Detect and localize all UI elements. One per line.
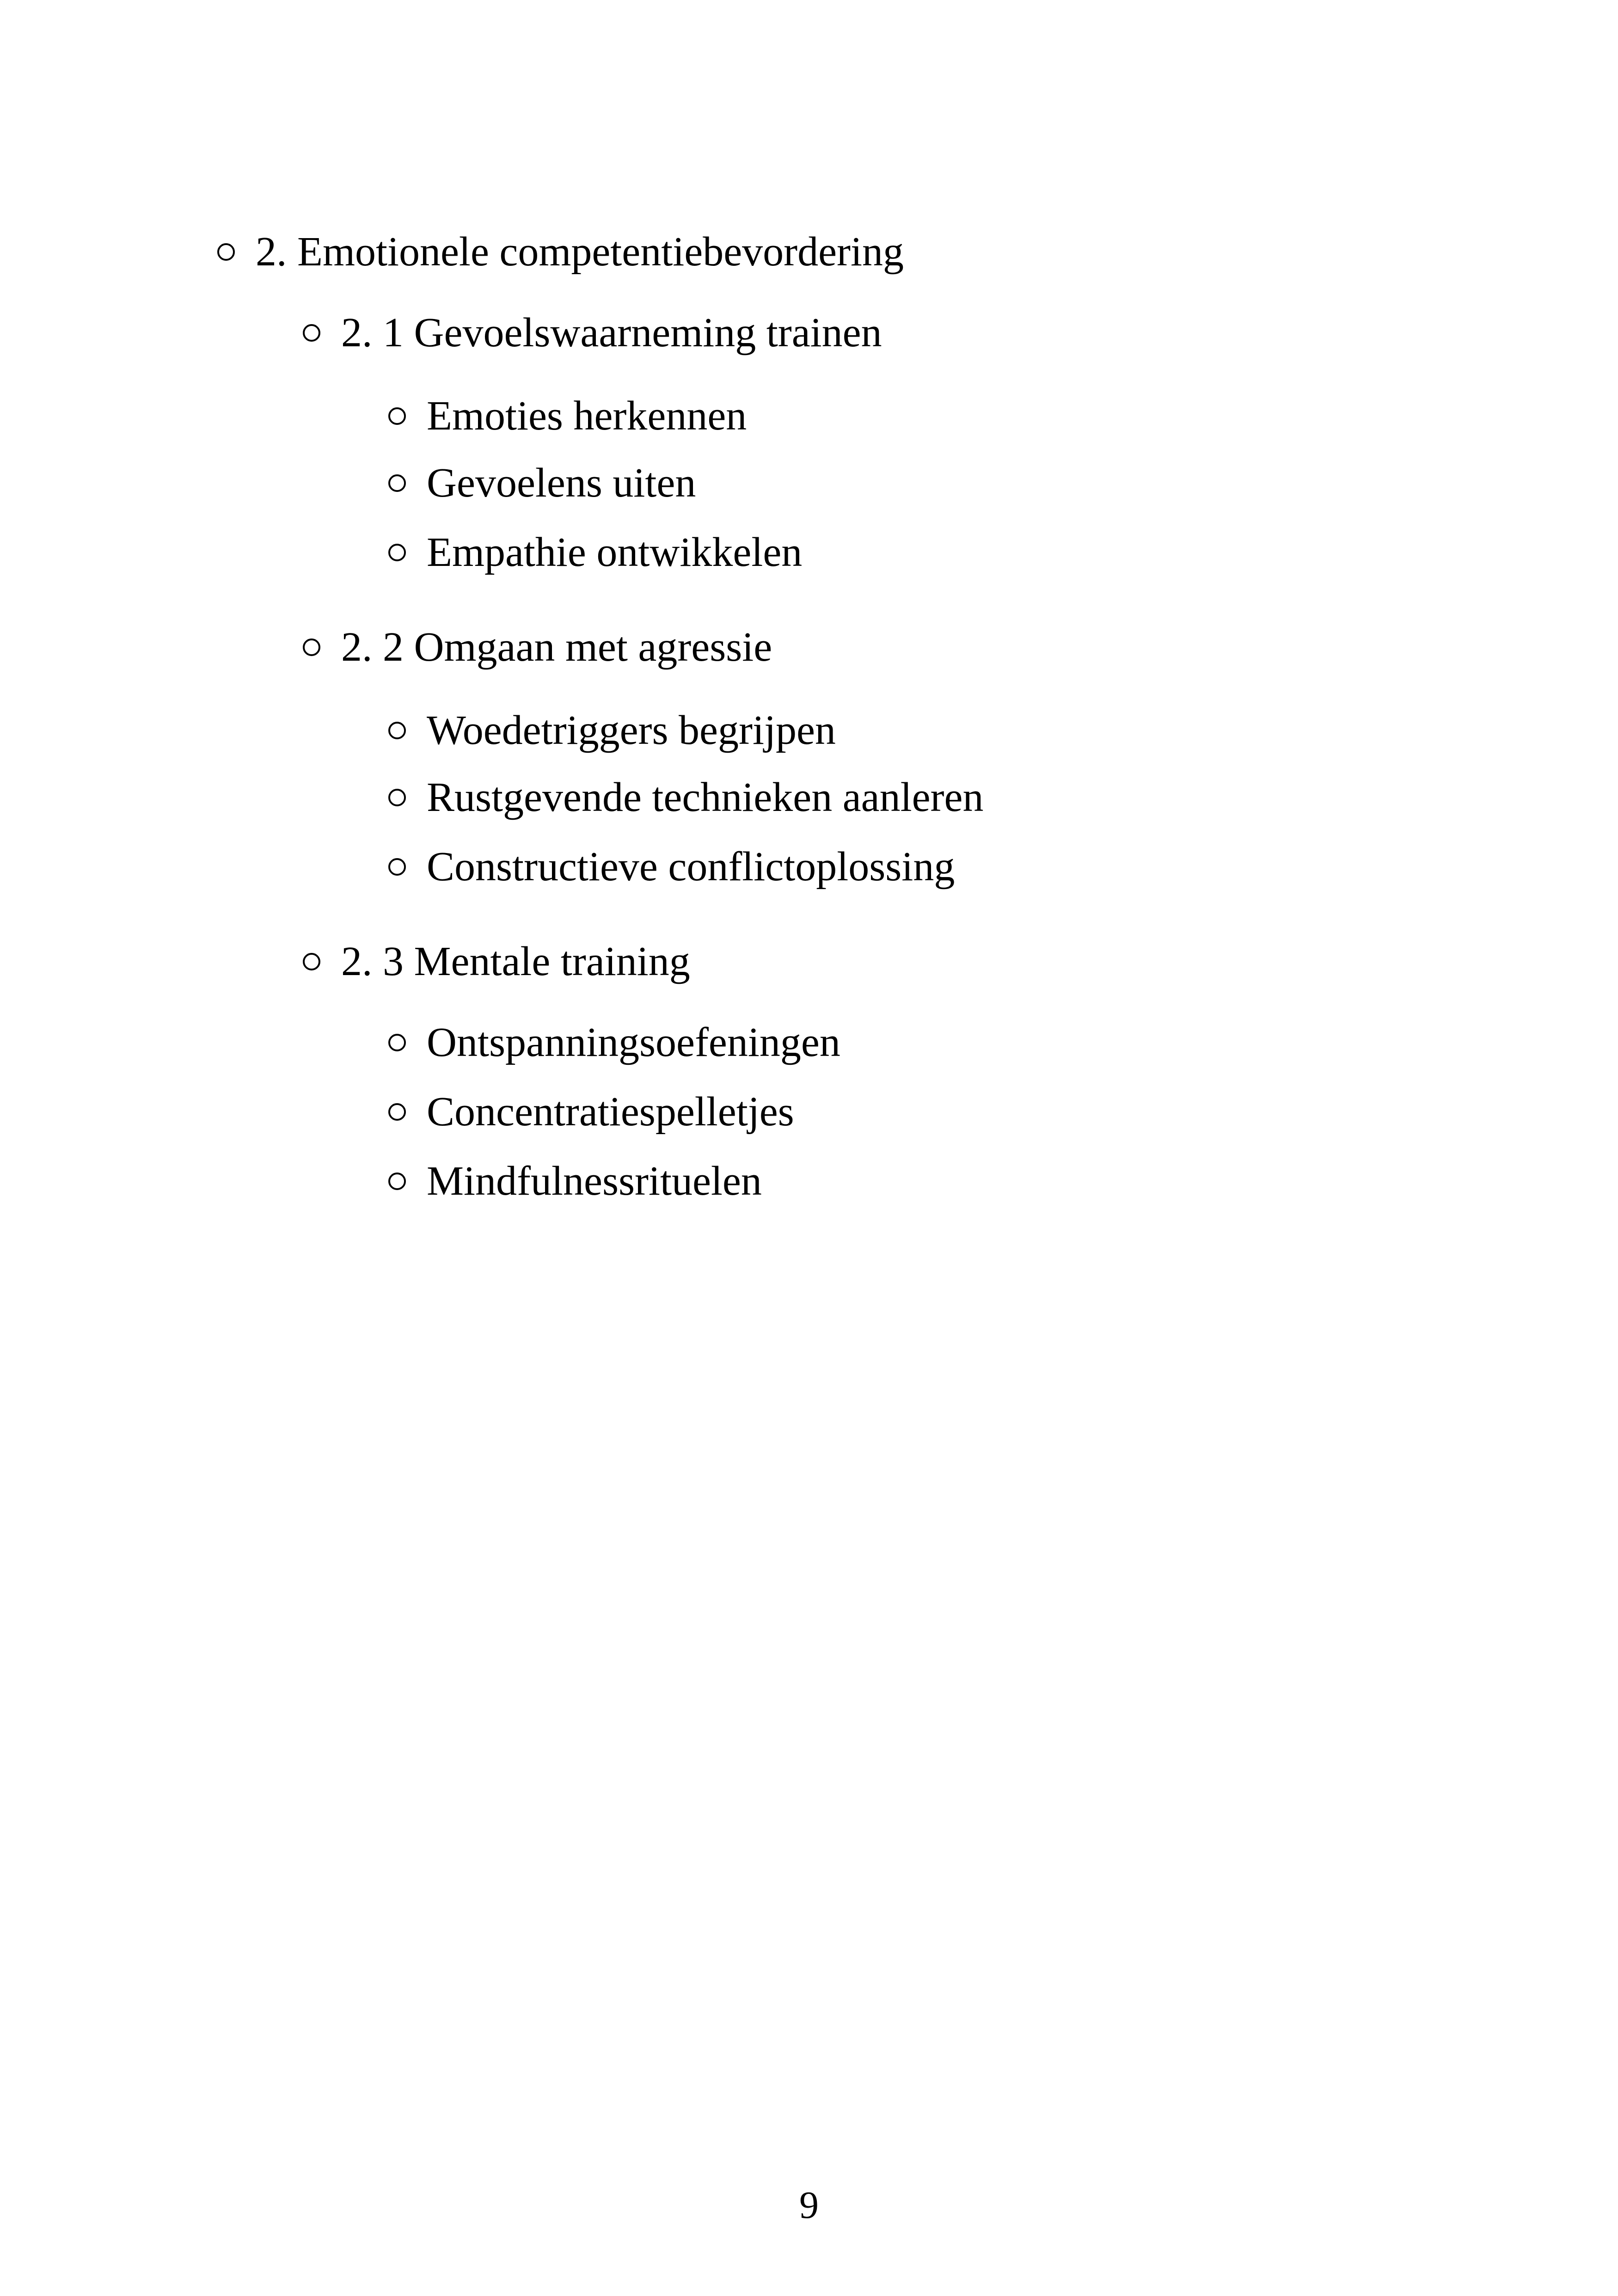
hollow-circle-bullet-icon [388, 407, 406, 425]
outline-item-bullet [388, 525, 802, 580]
bullet-text: Gevoelens uiten [427, 460, 696, 506]
bullet-text: Woedetriggers begrijpen [427, 707, 836, 753]
bullet-text: Mindfulnessrituelen [427, 1158, 762, 1204]
outline-item-bullet [388, 703, 836, 758]
outline-item-bullet [388, 839, 955, 895]
outline-item-bullet [388, 1084, 794, 1140]
outline-item-bullet [388, 388, 747, 444]
bullet-text: Rustgevende technieken aanleren [427, 774, 984, 820]
subsection-title: 2. 2 Omgaan met agressie [341, 624, 772, 670]
hollow-circle-bullet-icon [303, 324, 320, 342]
bullet-text: Empathie ontwikkelen [427, 529, 803, 575]
outline-item-subsection-2-1 [303, 305, 882, 361]
section-title: 2. Emotionele competentiebevordering [256, 229, 904, 275]
hollow-circle-bullet-icon [388, 789, 406, 806]
subsection-title: 2. 1 Gevoelswaarneming trainen [341, 310, 882, 356]
hollow-circle-bullet-icon [303, 953, 320, 970]
bullet-text: Ontspanningsoefeningen [427, 1019, 840, 1065]
page-number: 9 [799, 2184, 819, 2227]
bullet-text: Constructieve conflictoplossing [427, 844, 955, 890]
outline-item-subsection-2-2 [303, 620, 772, 675]
outline-item-section-2 [217, 224, 904, 280]
outline-item-bullet [388, 1154, 762, 1209]
bullet-text: Emoties herkennen [427, 393, 747, 439]
outline-item-bullet [388, 1015, 840, 1070]
hollow-circle-bullet-icon [388, 722, 406, 739]
bullet-text: Concentratiespelletjes [427, 1089, 794, 1135]
outline-item-bullet [388, 455, 696, 511]
hollow-circle-bullet-icon [388, 1103, 406, 1121]
hollow-circle-bullet-icon [388, 1173, 406, 1190]
outline-item-bullet [388, 770, 983, 825]
hollow-circle-bullet-icon [217, 243, 235, 261]
subsection-title: 2. 3 Mentale training [341, 939, 690, 984]
hollow-circle-bullet-icon [388, 858, 406, 876]
hollow-circle-bullet-icon [388, 544, 406, 561]
hollow-circle-bullet-icon [388, 474, 406, 492]
outline-item-subsection-2-3 [303, 934, 690, 989]
hollow-circle-bullet-icon [303, 638, 320, 656]
hollow-circle-bullet-icon [388, 1034, 406, 1051]
